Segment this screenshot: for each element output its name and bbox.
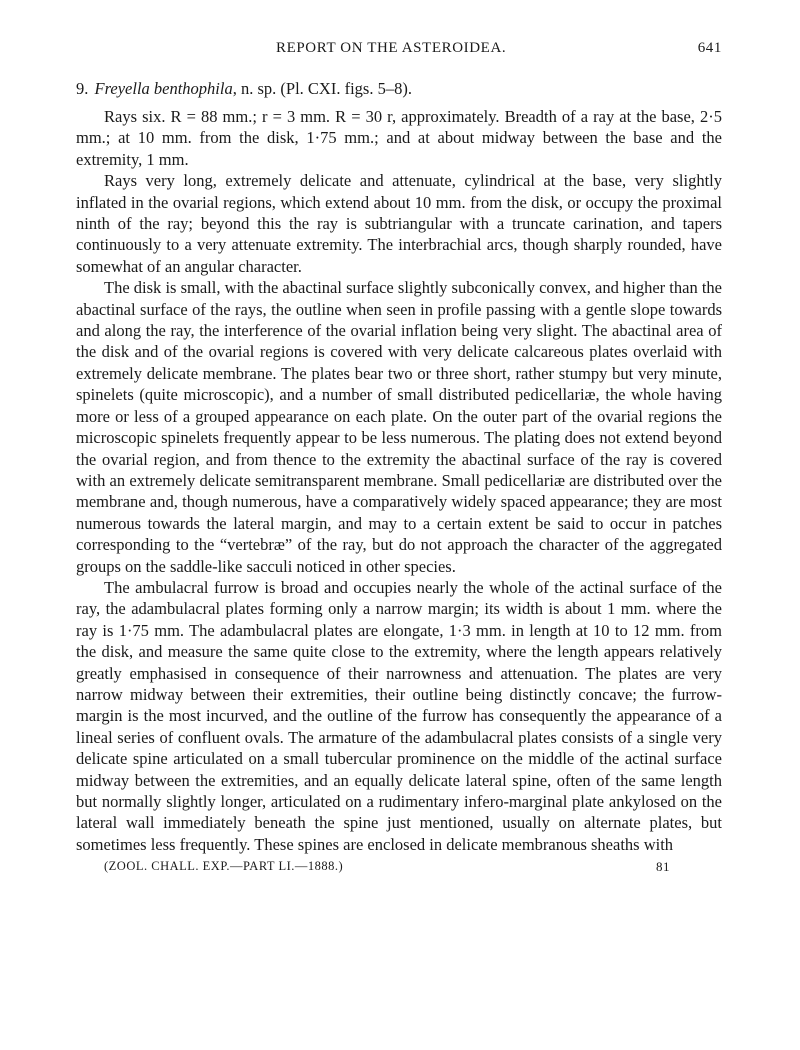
species-citation: , n. sp. (Pl. CXI. figs. 5–8). [232, 79, 412, 98]
page-number: 641 [697, 40, 722, 56]
paragraph-measurements: Rays six. R = 88 mm.; r = 3 mm. R = 30 r, approximately. Breadth of a ray at the base, 2·5 mm.; at 10 mm. from the disk, 1·75 mm.; and at about midway between the base and the extremity, 1 mm. [76, 107, 722, 169]
species-number: 9. [76, 79, 89, 98]
running-head [76, 40, 722, 64]
running-title: REPORT ON THE ASTEROIDEA. [276, 40, 507, 56]
signature-number: 81 [656, 859, 670, 875]
paragraph-disk: The disk is small, with the abactinal surface slightly subconically convex, and higher than the abactinal surface of the rays, the outline when seen in profile passing with a gentle slope towards and along the ray, the interference of the ovarial inflation being very slight. The abactinal area of the disk and of the ovarial regions is covered with very delicate calcareous plates overlaid with extremely delicate membrane. The plates bear two or three short, rather stumpy but very minute, spinelets (quite microscopic), and a number of small distributed pedicellariæ, the whole having more or less of a grouped appearance on each plate. On the outer part of the ovarial regions the microscopic spinelets frequently appear to be less numerous. The plating does not extend beyond the ovarial region, and from thence to the extremity the abactinal surface of the ray is covered with an extremely delicate semitransparent membrane. Small pedicellariæ are distributed over the membrane and, though numerous, have a comparatively widely spaced appearance; they are most numerous towards the lateral margin, and may to a certain extent be said to occur in patches corresponding to the “vertebræ” of the ray, but do not approach the character of the aggregated groups on the saddle-like sacculi noticed in other species. [76, 278, 722, 576]
species-name: Freyella benthophila [94, 79, 233, 98]
species-heading [76, 78, 722, 100]
paragraph-rays: Rays very long, extremely delicate and attenuate, cylindrical at the base, very slightly inflated in the ovarial regions, which extend about 10 mm. from the disk, or occupy the proximal ninth of the ray; beyond this the ray is subtriangular with a truncate carination, and tapers continuously to a very attenuate extremity. The interbrachial arcs, though sharply rounded, have somewhat of an angular character. [76, 171, 722, 276]
paragraph-ambulacral: The ambulacral furrow is broad and occupies nearly the whole of the actinal surface of the ray, the adambulacral plates forming only a narrow margin; its width is about 1 mm. where the ray is 1·75 mm. The adambulacral plates are elongate, 1·3 mm. in length at 10 to 12 mm. from the disk, and measure the same quite close to the extremity, where the length appears relatively greatly emphasised in consequence of their narrowness and attenuation. The plates are very narrow midway between their extremities, their outline being distinctly concave; the furrow-margin is the most incurved, and the outline of the furrow has consequently the appearance of a lineal series of confluent ovals. The armature of the adambulacral plates consists of a single very delicate spine articulated on a small tubercular prominence on the middle of the actinal surface midway between the extremities, and an equally delicate lateral spine, often of the same length but normally slightly longer, articulated on a rudimentary infero-marginal plate ankylosed on the lateral wall immediately beneath the spine just mentioned, usually on alternate plates, but sometimes less frequently. These spines are enclosed in delicate membranous sheaths with [76, 577, 722, 854]
footer-citation: (ZOOL. CHALL. EXP.—PART LI.—1888.) [104, 859, 344, 874]
page [76, 40, 722, 877]
footer [76, 859, 722, 877]
